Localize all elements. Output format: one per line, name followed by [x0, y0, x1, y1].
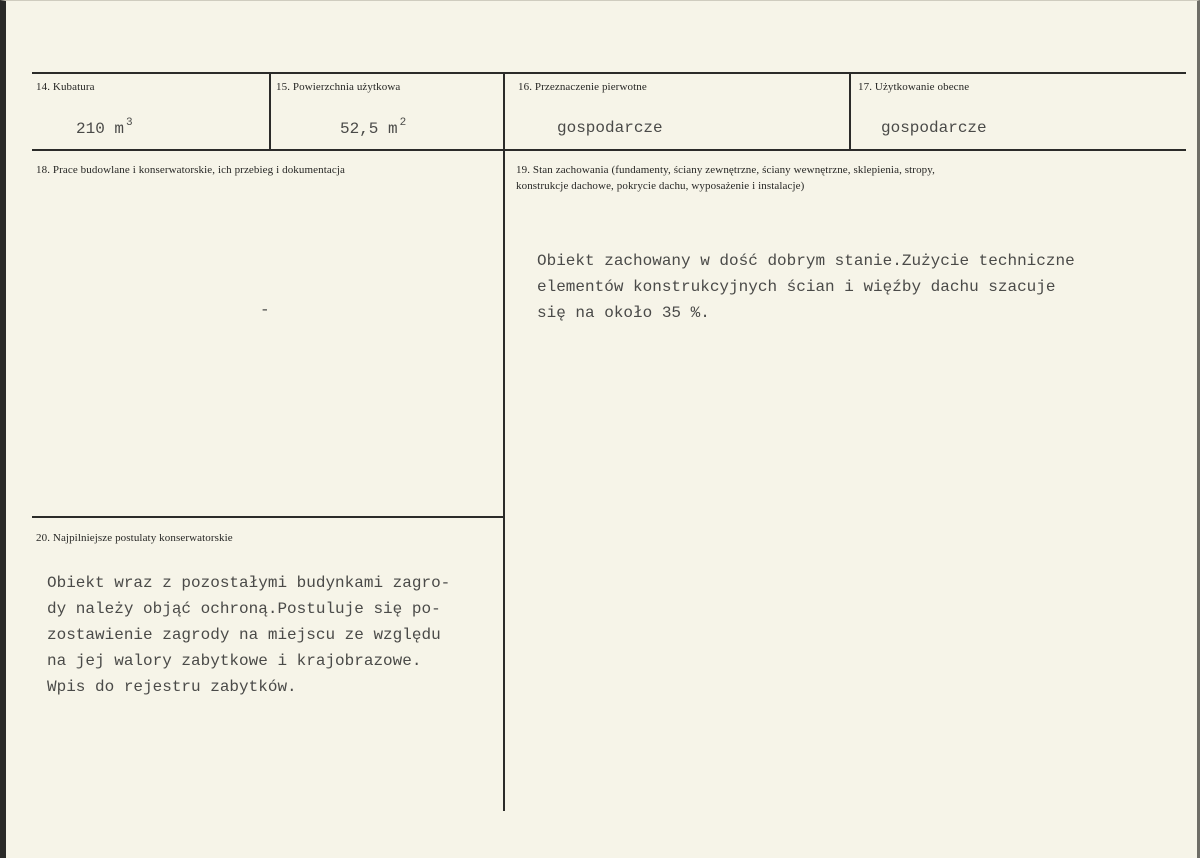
field-14-label: 14. Kubatura	[36, 81, 95, 93]
field-17-label: 17. Użytkowanie obecne	[858, 81, 970, 93]
field-16-label: 16. Przeznaczenie pierwotne	[518, 81, 647, 93]
field-20-line: dy należy objąć ochroną.Postuluje się po-	[47, 600, 441, 618]
column-divider-2	[503, 73, 505, 811]
field-20-line: na jej walory zabytkowe i krajobrazowe.	[47, 652, 422, 670]
field-15-exponent: 2	[399, 117, 407, 129]
field-20-text	[47, 570, 450, 700]
field-16-value: gospodarcze	[557, 119, 663, 137]
section-divider	[32, 516, 504, 518]
field-14-value	[76, 117, 133, 138]
field-19-label-line-1: 19. Stan zachowania (fundamenty, ściany zewnętrzne, ściany wewnętrzne, sklepienia, stropy,	[516, 164, 936, 176]
column-divider-3	[849, 73, 851, 150]
row-rule	[32, 149, 1186, 151]
field-20-line: Wpis do rejestru zabytków.	[47, 678, 297, 696]
field-19-line: Obiekt zachowany w dość dobrym stanie.Zużycie techniczne	[537, 252, 1075, 270]
field-19-label-line-2: konstrukcje dachowe, pokrycie dachu, wyposażenie i instalacje)	[516, 180, 805, 192]
field-20-line: zostawienie zagrody na miejscu ze względu	[47, 626, 441, 644]
field-20-label: 20. Najpilniejsze postulaty konserwatorskie	[36, 532, 233, 544]
field-19-line: się na około 35 %.	[537, 304, 710, 322]
field-14-number: 210 m	[76, 120, 125, 138]
field-18-label: 18. Prace budowlane i konserwatorskie, ich przebieg i dokumentacja	[36, 164, 345, 176]
field-15-number: 52,5 m	[340, 120, 398, 138]
field-18-value: -	[260, 301, 270, 319]
field-15-label: 15. Powierzchnia użytkowa	[276, 81, 401, 93]
top-rule	[32, 72, 1186, 74]
field-19-line: elementów konstrukcyjnych ścian i więźby dachu szacuje	[537, 278, 1056, 296]
field-14-exponent: 3	[126, 117, 133, 129]
field-20-line: Obiekt wraz z pozostałymi budynkami zagro-	[47, 574, 451, 592]
field-15-value	[340, 117, 406, 138]
field-19-text	[537, 248, 1075, 326]
column-divider-1	[269, 73, 271, 150]
field-17-value: gospodarcze	[881, 119, 987, 137]
